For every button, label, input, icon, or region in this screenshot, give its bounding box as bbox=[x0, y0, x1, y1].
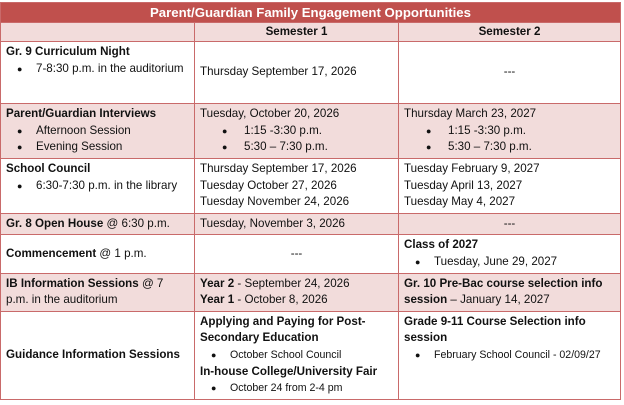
column-header-blank bbox=[1, 23, 195, 42]
semester-2-cell bbox=[399, 213, 621, 235]
date-text: Thursday March 23, 2027 bbox=[404, 107, 537, 120]
table-row bbox=[1, 42, 621, 104]
table-row bbox=[1, 104, 621, 159]
year-label: Year 2 bbox=[200, 276, 235, 290]
session-title: Gr. 10 Pre-Bac course selection info session bbox=[404, 276, 603, 307]
semester-1-cell bbox=[195, 159, 399, 214]
time-item: ● 1:15 -3:30 p.m. bbox=[244, 123, 393, 140]
semester-2-cell bbox=[399, 42, 621, 104]
date-text: – January 14, 2027 bbox=[447, 293, 550, 307]
semester-2-cell bbox=[399, 311, 621, 399]
column-header-semester-1: Semester 1 bbox=[195, 23, 399, 42]
date-text: Tuesday, November 3, 2026 bbox=[200, 216, 346, 230]
event-label: Parent/Guardian Interviews bbox=[6, 107, 157, 120]
session-detail: ● February School Council - 02/09/27 bbox=[434, 347, 615, 364]
semester-2-cell bbox=[399, 273, 621, 311]
event-label: IB Information Sessions bbox=[6, 276, 139, 290]
session-title: Grade 9-11 Course Selection info session bbox=[404, 314, 586, 345]
empty-dash: --- bbox=[503, 65, 516, 79]
event-detail: ● 7-8:30 p.m. in the auditorium bbox=[36, 61, 189, 78]
session-detail: ● October School Council bbox=[230, 347, 393, 364]
date-text: Thursday September 17, 2026 bbox=[200, 65, 357, 79]
date-text: Thursday September 17, 2026 bbox=[200, 162, 357, 175]
event-time: @ 7 p.m. in the auditorium bbox=[6, 276, 164, 307]
semester-2-cell bbox=[399, 104, 621, 159]
empty-dash: --- bbox=[290, 246, 303, 260]
date-text: Tuesday February 9, 2027 bbox=[404, 162, 540, 175]
semester-1-cell bbox=[195, 213, 399, 235]
semester-1-cell bbox=[195, 104, 399, 159]
event-cell bbox=[1, 235, 195, 273]
semester-2-cell bbox=[399, 159, 621, 214]
event-label: Guidance Information Sessions bbox=[6, 347, 180, 361]
table-title: Parent/Guardian Family Engagement Opportunities bbox=[1, 3, 621, 23]
event-label: Gr. 8 Open House bbox=[6, 216, 104, 230]
time-item: ● 1:15 -3:30 p.m. bbox=[448, 123, 615, 140]
session-title: In-house College/University Fair bbox=[200, 364, 378, 378]
event-time: @ 6:30 p.m. bbox=[103, 216, 170, 230]
session-title: Applying and Paying for Post-Secondary Education bbox=[200, 314, 366, 345]
empty-dash: --- bbox=[503, 216, 516, 230]
class-title: Class of 2027 bbox=[404, 238, 479, 252]
table-row bbox=[1, 273, 621, 311]
time-item: ● 5:30 – 7:30 p.m. bbox=[244, 139, 393, 156]
event-detail: ● 6:30-7:30 p.m. in the library bbox=[36, 178, 189, 195]
event-detail: ● Evening Session bbox=[36, 139, 189, 156]
date-text: Tuesday October 27, 2026 bbox=[200, 178, 337, 192]
semester-1-cell bbox=[195, 273, 399, 311]
date-text: - September 24, 2026 bbox=[234, 276, 350, 290]
semester-1-cell bbox=[195, 42, 399, 104]
event-time: @ 1 p.m. bbox=[96, 246, 147, 260]
year-label: Year 1 bbox=[200, 293, 235, 307]
event-detail: ● Afternoon Session bbox=[36, 123, 189, 140]
engagement-table bbox=[0, 2, 621, 400]
event-cell bbox=[1, 42, 195, 104]
session-detail: ● October 24 from 2-4 pm bbox=[230, 380, 393, 397]
event-cell bbox=[1, 273, 195, 311]
event-label: School Council bbox=[6, 162, 91, 175]
semester-1-cell bbox=[195, 311, 399, 399]
date-text: - October 8, 2026 bbox=[234, 293, 328, 307]
event-cell bbox=[1, 213, 195, 235]
date-text: Tuesday April 13, 2027 bbox=[404, 178, 523, 192]
semester-1-cell bbox=[195, 235, 399, 273]
table-row bbox=[1, 213, 621, 235]
semester-2-cell bbox=[399, 235, 621, 273]
event-cell bbox=[1, 104, 195, 159]
event-label: Commencement bbox=[6, 246, 97, 260]
time-item: ● 5:30 – 7:30 p.m. bbox=[448, 139, 615, 156]
date-text: Tuesday November 24, 2026 bbox=[200, 195, 350, 209]
table-row bbox=[1, 311, 621, 399]
event-cell bbox=[1, 159, 195, 214]
date-text: Tuesday, October 20, 2026 bbox=[200, 107, 340, 120]
event-cell bbox=[1, 311, 195, 399]
date-text: Tuesday May 4, 2027 bbox=[404, 195, 516, 209]
date-item: ● Tuesday, June 29, 2027 bbox=[434, 254, 615, 271]
event-label: Gr. 9 Curriculum Night bbox=[6, 45, 130, 58]
column-header-semester-2: Semester 2 bbox=[399, 23, 621, 42]
table-row bbox=[1, 159, 621, 214]
table-row bbox=[1, 235, 621, 273]
